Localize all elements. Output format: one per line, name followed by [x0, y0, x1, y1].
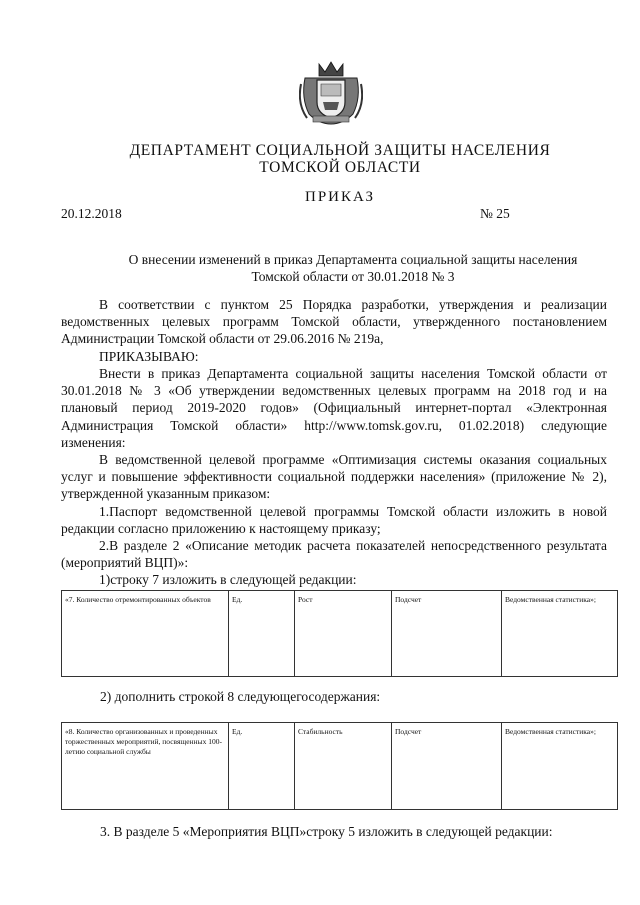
- tomsk-coat-of-arms-icon: [299, 58, 363, 126]
- program-paragraph: [61, 451, 607, 503]
- table-cell: «7. Количество отремонтированных объектов: [62, 591, 229, 677]
- text-line: 1.Паспорт ведомственной целевой программы Томской области изложить в новой: [99, 504, 607, 519]
- table-cell: Стабильность: [295, 723, 392, 810]
- order-subject: [104, 251, 602, 285]
- text-line: В ведомственной целевой программе «Оптимизация системы оказания социальных: [99, 452, 607, 467]
- table-cell: Подсчет: [392, 591, 502, 677]
- table-cell: Ведомственная статистика»;: [502, 723, 618, 810]
- text-line: ведомственных целевых программ Томской области, утвержденного постановлением: [61, 314, 607, 330]
- preamble-paragraph: [61, 296, 607, 365]
- text-line: В соответствии с пунктом 25 Порядка разработки, утверждения и реализации: [99, 297, 607, 312]
- order-word: ПРИКАЗЫВАЮ:: [99, 348, 199, 364]
- text-line: изменения:: [61, 434, 126, 450]
- text-line: утвержденной указанным приказом:: [61, 486, 271, 502]
- text-line: Администрации Томской области от 29.06.2016 № 219а,: [61, 331, 384, 347]
- table-cell: Ед.: [229, 723, 295, 810]
- item3-line: 3. В разделе 5 «Мероприятия ВЦП»строку 5 изложить в следующей редакции:: [100, 824, 553, 839]
- amendment-paragraph: [61, 365, 607, 451]
- indicator-table-row8: [61, 722, 618, 810]
- text-line: Администрация Томской области» http://www.tomsk.gov.ru, 01.02.2018) следующие: [61, 417, 607, 433]
- indicator-table-row7: [61, 590, 618, 677]
- item-passport-paragraph: [61, 503, 607, 537]
- item2-line: 2) дополнить строкой 8 следующегосодержания:: [100, 689, 381, 704]
- text-line: (мероприятий ВЦП)»:: [61, 555, 189, 571]
- department-name-line1: ДЕПАРТАМЕНТ СОЦИАЛЬНОЙ ЗАЩИТЫ НАСЕЛЕНИЯ: [129, 142, 551, 159]
- table-cell: Подсчет: [392, 723, 502, 810]
- order-number: № 25: [480, 206, 510, 221]
- order-date: 20.12.2018: [61, 206, 122, 221]
- text-line: редакции согласно приложению к настоящему приказу;: [61, 521, 381, 537]
- text-line: Внести в приказ Департамента социальной защиты населения Томской области от: [99, 366, 607, 381]
- text-line: плановый период 2019-2020 годов» (Официальный интернет-портал «Электронная: [61, 400, 607, 416]
- table-cell: «8. Количество организованных и проведенных торжественных мероприятий, посвященных 100-летию социальной службы: [62, 723, 229, 810]
- order-title: ПРИКАЗ: [305, 189, 375, 205]
- table-cell: Ед.: [229, 591, 295, 677]
- subject-line1: О внесении изменений в приказ Департамента социальной защиты населения: [128, 252, 578, 267]
- item-section2-paragraph: [61, 537, 607, 589]
- text-line: 1)строку 7 изложить в следующей редакции:: [99, 572, 357, 588]
- text-line: 30.01.2018 № 3 «Об утверждении ведомственных целевых программ на 2018 год и на: [61, 383, 607, 399]
- text-line: 2.В разделе 2 «Описание методик расчета показателей непосредственного результата: [99, 538, 607, 553]
- department-name-line2: ТОМСКОЙ ОБЛАСТИ: [259, 159, 421, 176]
- table-cell: Ведомственная статистика»;: [502, 591, 618, 677]
- subject-line2: Томской области от 30.01.2018 № 3: [251, 269, 455, 284]
- table-cell: Рост: [295, 591, 392, 677]
- text-line: услуг и повышение эффективности социальной поддержки населения» (приложение № 2),: [61, 469, 607, 485]
